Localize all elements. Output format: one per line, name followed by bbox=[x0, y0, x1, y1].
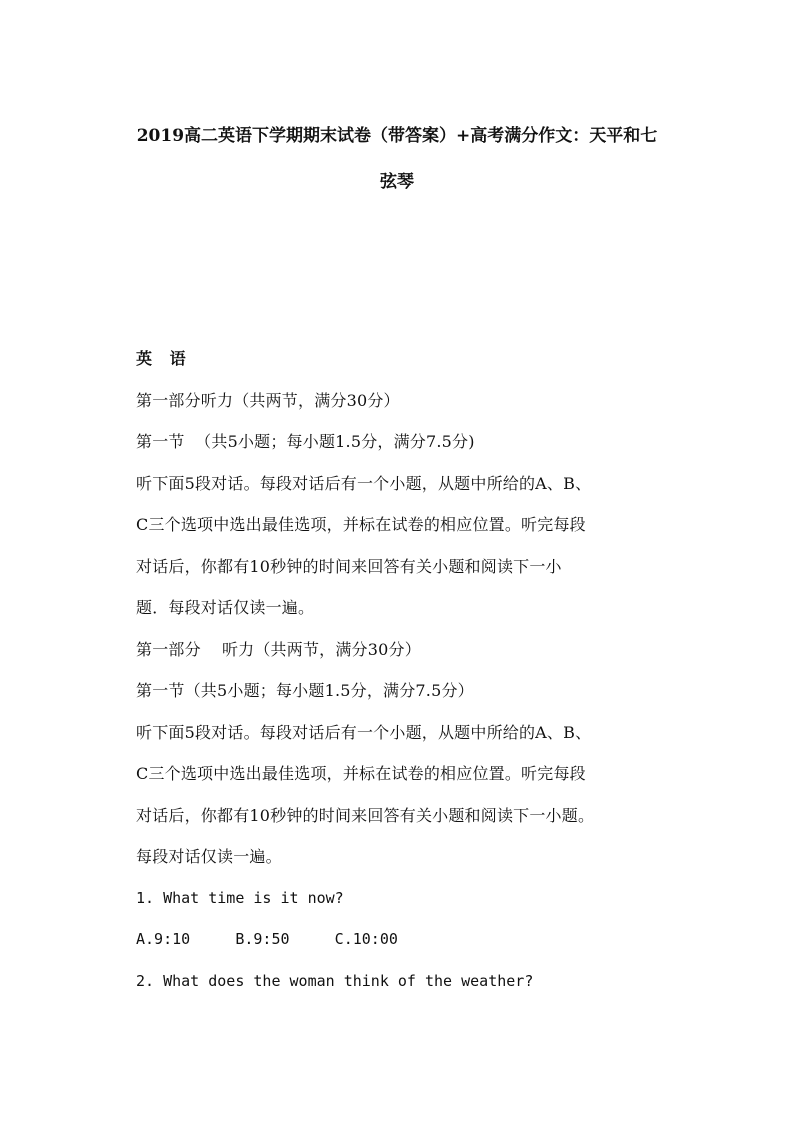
instruction-line: 听下面5段对话。每段对话后有一个小题，从题中所给的A、B、 bbox=[136, 722, 592, 742]
instruction-line: C三个选项中选出最佳选项，并标在试卷的相应位置。听完每段 bbox=[136, 515, 586, 534]
question-2: 2. What does the woman think of the weather? bbox=[136, 971, 534, 990]
section-one-heading: 第一节 （共5小题；每小题1.5分，满分7.5分) bbox=[136, 432, 475, 451]
title-line-1: 2019高二英语下学期期末试卷（带答案）+高考满分作文：天平和七 bbox=[136, 126, 658, 146]
instruction-line: 对话后，你都有10秒钟的时间来回答有关小题和阅读下一小 bbox=[136, 556, 562, 576]
instruction-line: 听下面5段对话。每段对话后有一个小题，从题中所给的A、B、 bbox=[136, 473, 592, 493]
section-heading-english: 英 语 bbox=[136, 349, 192, 368]
document-body bbox=[136, 338, 666, 1002]
part-one-heading-repeat: 第一部分 听力（共两节，满分30分） bbox=[136, 639, 421, 659]
instruction-line: C三个选项中选出最佳选项，并标在试卷的相应位置。听完每段 bbox=[136, 764, 586, 783]
question-1: 1. What time is it now? bbox=[136, 888, 344, 907]
instruction-line: 对话后，你都有10秒钟的时间来回答有关小题和阅读下一小题。 bbox=[136, 805, 595, 825]
instruction-line: 每段对话仅读一遍。 bbox=[136, 847, 282, 866]
instruction-line: 题．每段对话仅读一遍。 bbox=[136, 598, 315, 617]
title-line-2: 弦琴 bbox=[380, 172, 414, 192]
document-title bbox=[110, 113, 684, 205]
question-1-options: A.9:10 B.9:50 C.10:00 bbox=[136, 930, 398, 948]
section-one-heading-repeat: 第一节（共5小题；每小题1.5分，满分7.5分） bbox=[136, 681, 474, 700]
part-one-heading: 第一部分听力（共两节，满分30分） bbox=[136, 390, 400, 410]
